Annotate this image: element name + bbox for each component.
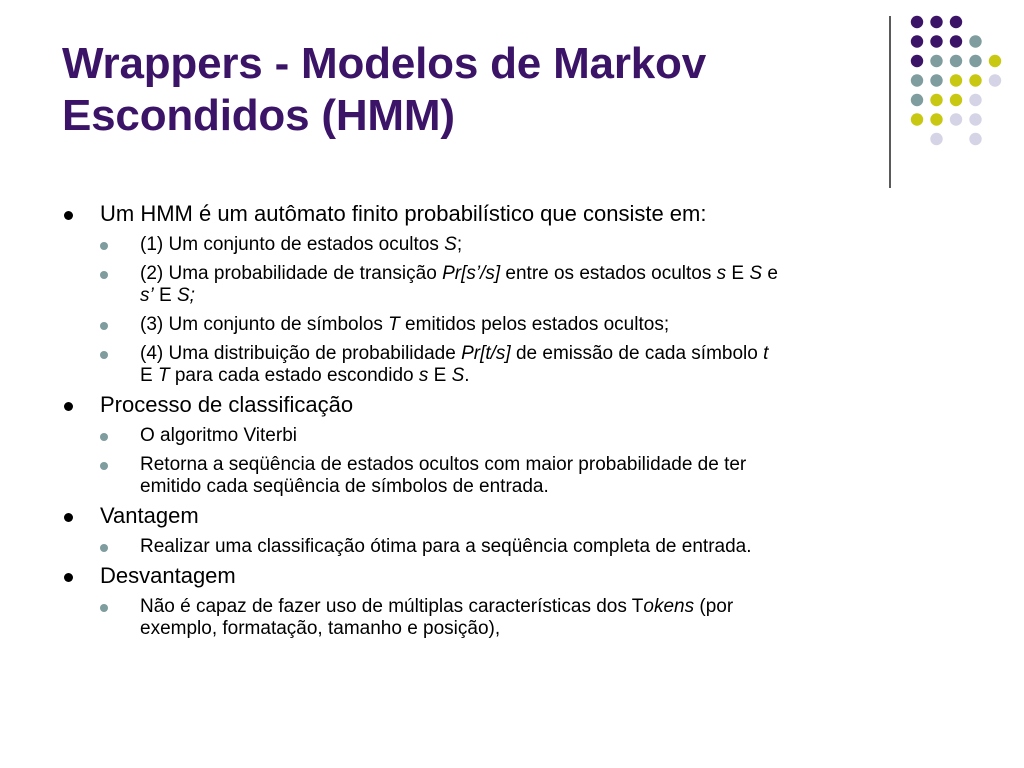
slide-title-line-2: Escondidos (HMM) [62,91,455,140]
sub-bullet-text [140,454,746,497]
italic-term: S [444,234,457,255]
text-run: Retorna a seqüência de estados ocultos com maior probabilidade de ter [140,454,747,475]
sub-bullet-text [140,596,733,639]
text-run: (por [694,596,734,617]
decorative-dot [969,94,981,106]
italic-term: S; [176,285,195,306]
bullet-dot-icon [64,573,73,582]
decorative-dot [930,74,942,86]
decorative-dot [969,35,981,47]
italic-term: Pr[t/s] [461,343,511,364]
decorative-dot [930,35,942,47]
sub-bullet-list [100,536,962,558]
text-run: (3) Um conjunto de símbolos [140,314,389,335]
italic-term: okens [643,596,695,617]
italic-term: S [451,365,465,386]
text-run: emitido cada seqüência de símbolos de entrada. [140,476,549,497]
sub-bullet-item [100,234,962,256]
decorative-dot [930,113,942,125]
decorative-dot [930,16,942,28]
sub-bullet-dot-icon [100,271,108,279]
decorative-dot [911,113,923,125]
text-run: E [140,365,158,386]
decorative-dot [950,94,962,106]
text-run: de emissão de cada símbolo [510,343,764,364]
italic-term: S [749,263,763,284]
sub-bullet-item [100,596,962,640]
bullet-dot-icon [64,211,73,220]
sub-bullet-text [140,314,669,335]
italic-term: T [157,365,170,386]
slide-title [62,38,852,142]
sub-bullet-dot-icon [100,462,108,470]
text-run: (4) Uma distribuição de probabilidade [140,343,462,364]
bullet-list [62,196,962,640]
text-run: E [153,285,177,306]
sub-bullet-list [100,425,962,498]
decorative-dot [930,55,942,67]
text-run: emitidos pelos estados ocultos; [399,314,670,335]
text-run: . [464,365,470,386]
bullet-dot-icon [64,402,73,411]
decorative-dot [969,133,981,145]
decorative-dot [989,55,1001,67]
bullet-dot-icon [64,513,73,522]
decorative-dot [911,55,923,67]
bullet-text: Um HMM é um autômato finito probabilístico que consiste em: [100,201,707,226]
bullet-item [62,503,962,558]
italic-term: s [418,365,429,386]
bullet-item [62,563,962,640]
sub-bullet-item [100,536,962,558]
bullet-text: Vantagem [100,503,199,528]
decorative-dot [911,94,923,106]
slide-title-line-1: Wrappers - Modelos de Markov [62,39,706,88]
text-run: e [762,263,778,284]
sub-bullet-text [140,234,462,255]
bullet-item [62,201,962,387]
text-run: (2) Uma probabilidade de transição [140,263,443,284]
sub-bullet-dot-icon [100,322,108,330]
decorative-dot [911,16,923,28]
decorative-dot [930,94,942,106]
decorative-dot [969,113,981,125]
bullet-text: Processo de classificação [100,392,354,417]
sub-bullet-dot-icon [100,433,108,441]
text-run: Não é capaz de fazer uso de múltiplas características dos T [140,596,644,617]
italic-term: t [763,343,769,364]
bullet-item [62,392,962,498]
decorative-dot [911,35,923,47]
decorative-dot [969,55,981,67]
text-run: exemplo, formatação, tamanho e posição), [140,618,501,639]
text-run: E [428,365,452,386]
sub-bullet-item [100,454,962,498]
vertical-divider [889,16,891,188]
italic-term: s’ [140,285,154,306]
sub-bullet-item [100,425,962,447]
decorative-dot [950,113,962,125]
decorative-dot [950,55,962,67]
italic-term: T [388,314,400,335]
text-run: ; [456,234,463,255]
sub-bullet-text [140,536,752,557]
sub-bullet-item [100,263,962,307]
sub-bullet-list [100,596,962,640]
sub-bullet-item [100,343,962,387]
italic-term: Pr[s’/s] [442,263,501,284]
decorative-dot [950,16,962,28]
sub-bullet-text [140,263,778,306]
text-run: Realizar uma classificação ótima para a seqüência completa de entrada. [140,536,752,557]
decorative-dot [911,74,923,86]
sub-bullet-dot-icon [100,242,108,250]
sub-bullet-dot-icon [100,604,108,612]
decorative-dot [989,74,1001,86]
text-run: entre os estados ocultos [500,263,717,284]
decorative-dot [950,35,962,47]
sub-bullet-dot-icon [100,351,108,359]
decorative-dot [930,133,942,145]
italic-term: s [716,263,727,284]
sub-bullet-list [100,234,962,387]
decorative-dot [969,74,981,86]
sub-bullet-item [100,314,962,336]
decorative-dot [950,74,962,86]
sub-bullet-dot-icon [100,544,108,552]
sub-bullet-text [140,343,768,386]
text-run: O algoritmo Viterbi [140,425,297,446]
text-run: para cada estado escondido [169,365,419,386]
text-run: E [726,263,750,284]
text-run: (1) Um conjunto de estados ocultos [140,234,445,255]
bullet-text: Desvantagem [100,563,236,588]
sub-bullet-text [140,425,297,446]
